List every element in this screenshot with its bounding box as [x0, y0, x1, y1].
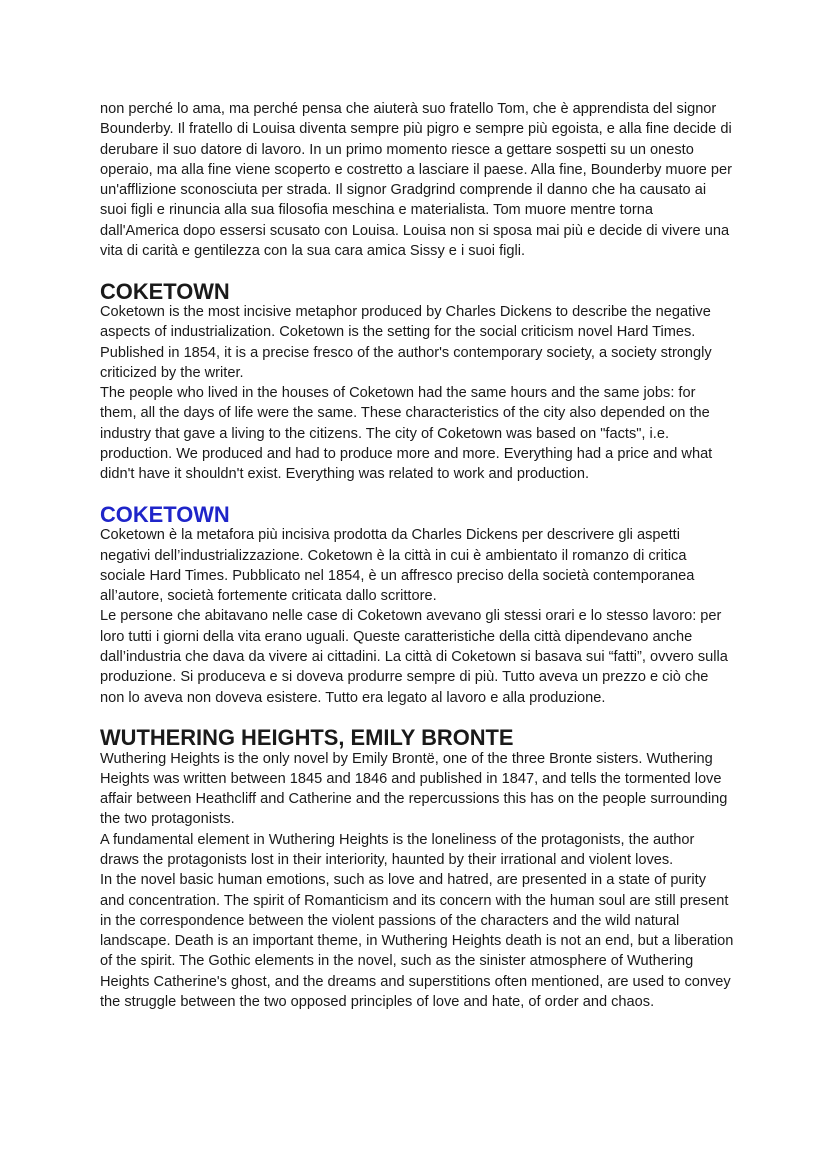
section-heading: COKETOWN	[100, 501, 230, 527]
paragraph: In the novel basic human emotions, such as love and hatred, are presented in a state of purity and concentration. The spirit of Romanticism and its concern with the human soul are still present in the correspondence between the violent passions of the characters and the wild natural landscape. Death is an important theme, in Wuthering Heights death is not an end, but a liberation of the spirit. The Gothic elements in the novel, such as the sinister atmosphere of Wuthering Heights Catherine's ghost, and the dreams and superstitions often mentioned, are used to convey the struggle between the two opposed principles of love and hate, of order and chaos.	[100, 872, 734, 1011]
section-coketown-english	[100, 278, 734, 485]
paragraph: Wuthering Heights is the only novel by Emily Brontë, one of the three Bronte sisters. Wuthering Heights was written between 1845 and 1846 and published in 1847, and tells the tormented love affair between Heathcliff and Catherine and the repercussions this has on the people surrounding the two protagonists.	[100, 750, 728, 828]
section-coketown-italian	[100, 501, 734, 708]
paragraph: A fundamental element in Wuthering Heights is the loneliness of the protagonists, the author draws the protagonists lost in their interiority, haunted by their irrational and violent loves.	[100, 831, 695, 868]
paragraph: Coketown is the most incisive metaphor produced by Charles Dickens to describe the negative aspects of industrialization. Coketown is the setting for the social criticism novel Hard Times. Published in 1854, it is a precise fresco of the author's contemporary society, a society strongly criticized by the writer.	[100, 303, 712, 381]
paragraph: Coketown è la metafora più incisiva prodotta da Charles Dickens per descrivere gli aspetti negativi dell’industrializzazione. Coketown è la città in cui è ambientato il romanzo di critica sociale Hard Times. Pubblicato nel 1854, è un affresco preciso della società contemporanea all’autore, società fortemente criticata dallo scrittore.	[100, 527, 695, 605]
section-heading: COKETOWN	[100, 278, 230, 304]
paragraph: The people who lived in the houses of Coketown had the same hours and the same jobs: for them, all the days of life were the same. These characteristics of the city also depended on the industry that gave a living to the citizens. The city of Coketown was based on "facts", i.e. production. We produced and had to produce more and more. Everything had a price and what didn't have it shouldn't exist. Everything was related to work and production.	[100, 385, 713, 483]
section-hard-times-summary-end	[100, 99, 734, 261]
section-wuthering-heights	[100, 725, 734, 1012]
paragraph: Le persone che abitavano nelle case di Coketown avevano gli stessi orari e lo stesso lavoro: per loro tutti i giorni della vita erano uguali. Queste caratteristiche della città dipendevano anche dall’industria che dava da vivere ai cittadini. La città di Coketown si basava sui “fatti”, ovvero sulla produzione. Si produceva e si doveva produrre sempre di più. Tutto aveva un prezzo e ciò che non lo aveva non doveva esistere. Tutto era legato al lavoro e alla produzione.	[100, 608, 728, 706]
section-heading: WUTHERING HEIGHTS, EMILY BRONTE	[100, 725, 514, 751]
document-page	[100, 99, 734, 1012]
paragraph: non perché lo ama, ma perché pensa che aiuterà suo fratello Tom, che è apprendista del signor Bounderby. Il fratello di Louisa diventa sempre più pigro e sempre più egoista, e alla fine decide di derubare il suo datore di lavoro. In un primo momento riesce a gettare sospetti su un onesto operaio, ma alla fine viene scoperto e costretto a lasciare il paese. Alla fine, Bounderby muore per un'afflizione sconosciuta per strada. Il signor Gradgrind comprende il danno che ha causato ai suoi figli e rinuncia alla sua filosofia meschina e materialista. Tom muore mentre torna dall'America dopo essersi scusato con Louisa. Louisa non si sposa mai più e decide di vivere una vita di carità e gentilezza con la sua cara amica Sissy e i suoi figli.	[100, 101, 732, 260]
